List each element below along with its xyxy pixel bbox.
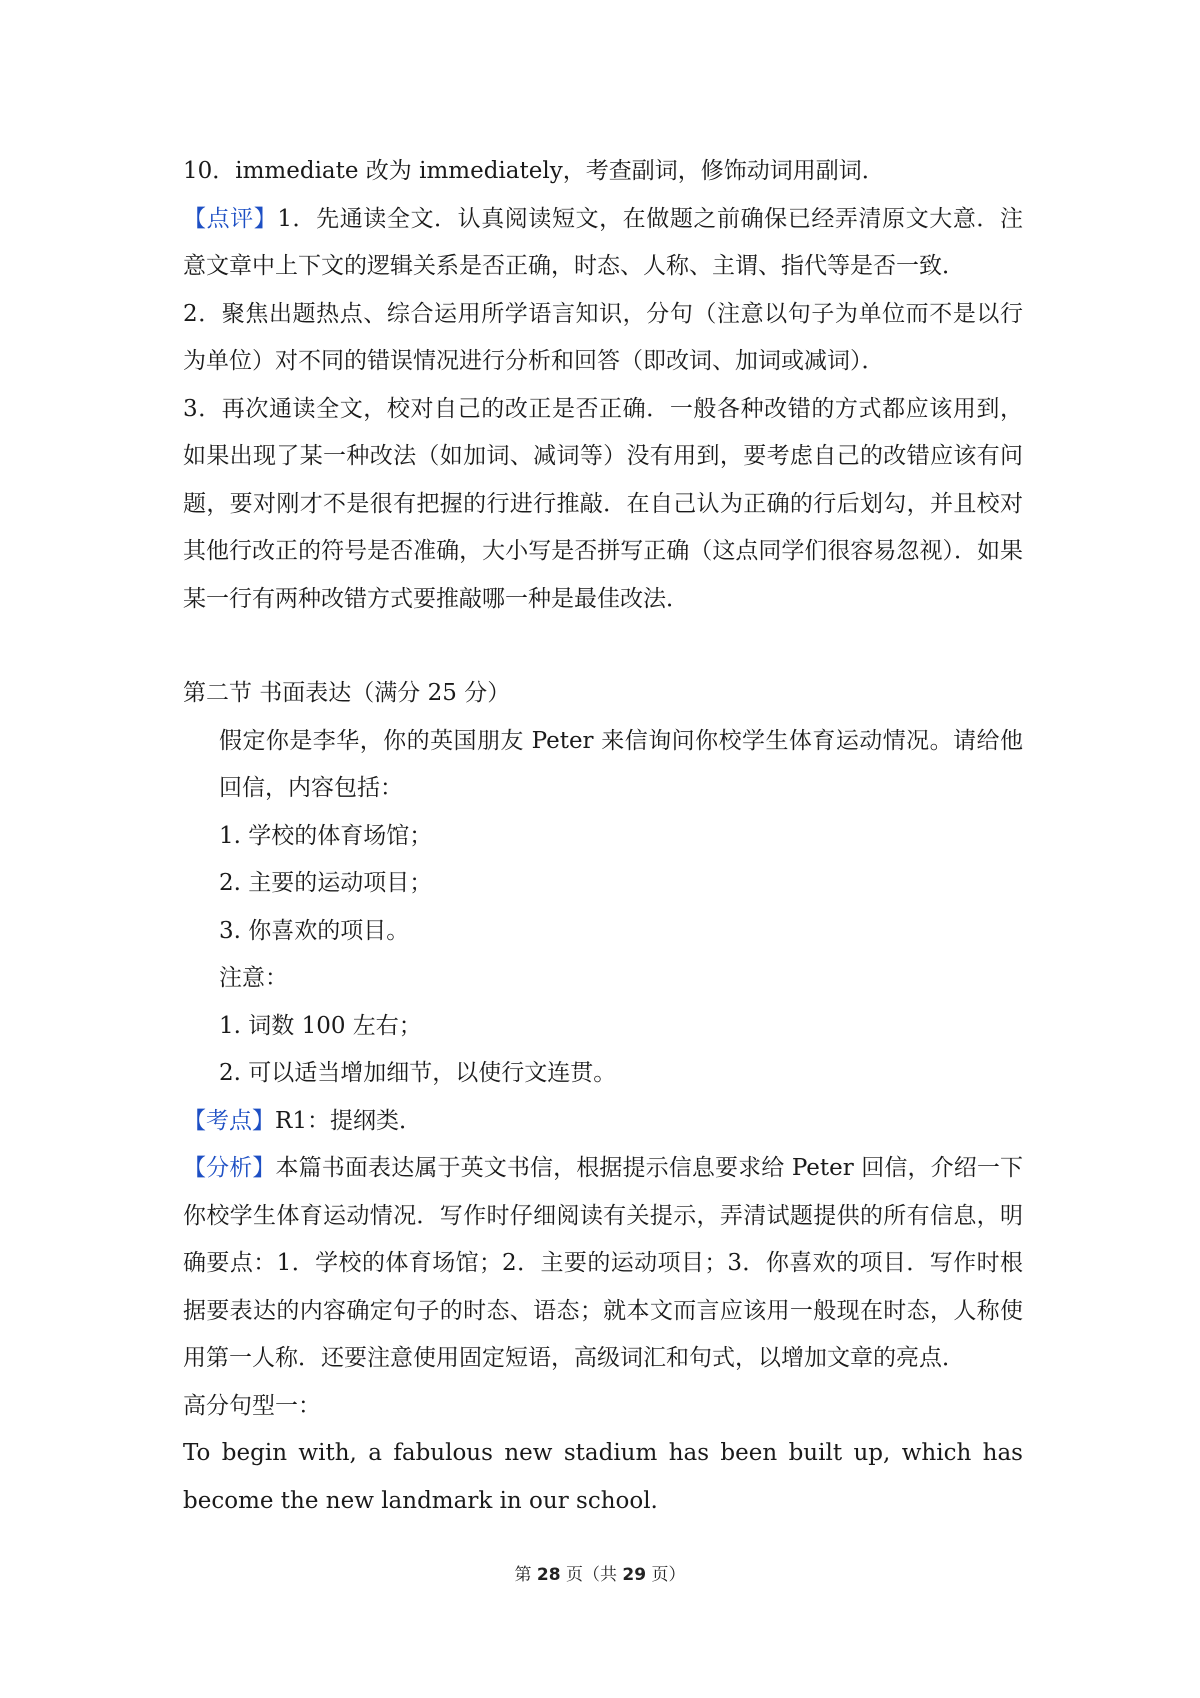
page-content — [183, 148, 1023, 1525]
comment-paragraph-1 — [183, 196, 1023, 291]
kaodian-tag: 【考点】 — [183, 1107, 275, 1134]
footer-prefix: 第 — [514, 1565, 532, 1585]
high-score-sentence: To begin with, a fabulous new stadium has been built up, which has become the new landmark in our school. — [183, 1440, 1023, 1514]
prompt-item-1: 1. 学校的体育场馆； — [219, 822, 433, 849]
fenxi-text: 本篇书面表达属于英文书信，根据提示信息要求给 Peter 回信，介绍一下你校学生体育运动情况．写作时仔细阅读有关提示，弄清试题提供的所有信息，明确要点：1．学校的体育场馆；2．主要的运动项目；3．你喜欢的项目．写作时根据要表达的内容确定句子的时态、语态；就本文而言应该用一般现在时态，人称使用第一人称．还要注意使用固定短语，高级词汇和句式，以增加文章的亮点． — [183, 1155, 1023, 1371]
high-score-title: 高分句型一： — [183, 1392, 321, 1419]
fenxi-tag: 【分析】 — [183, 1155, 276, 1181]
writing-prompt: 假定你是李华，你的英国朋友 Peter 来信询问你校学生体育运动情况。请给他回信，内容包括： — [219, 727, 1023, 801]
section-title: 第二节 书面表达（满分 25 分） — [183, 680, 511, 706]
prompt-item-3: 3. 你喜欢的项目。 — [219, 917, 410, 944]
kaodian-paragraph — [183, 1098, 1023, 1146]
kaodian-text: R1：提纲类． — [275, 1107, 422, 1134]
page-footer — [0, 1560, 1200, 1585]
section-spacer — [183, 623, 1023, 670]
footer-suffix: 页） — [651, 1565, 686, 1585]
comment-text-1: 1．先通读全文．认真阅读短文，在做题之前确保已经弄清原文大意．注意文章中上下文的逻辑关系是否正确，时态、人称、主谓、指代等是否一致． — [183, 205, 1023, 279]
fenxi-paragraph — [183, 1145, 1023, 1383]
comment-tag: 【点评】 — [183, 205, 278, 232]
comment-paragraph-2: 2．聚焦出题热点、综合运用所学语言知识，分句（注意以句子为单位而不是以行为单位）对不同的错误情况进行分析和回答（即改词、加词或减词）． — [183, 300, 1023, 374]
comment-paragraph-3: 3．再次通读全文，校对自己的改正是否正确．一般各种改错的方式都应该用到，如果出现了某一种改法（如加词、减词等）没有用到，要考虑自己的改错应该有问题，要对刚才不是很有把握的行进行推敲．在自己认为正确的行后划勾，并且校对其他行改正的符号是否准确，大小写是否拼写正确（这点同学们很容易忽视）．如果某一行有两种改错方式要推敲哪一种是最佳改法． — [183, 395, 1023, 612]
footer-page-number: 28 — [536, 1565, 561, 1585]
notice-heading: 注意： — [219, 965, 288, 991]
answer-line-10: 10．immediate 改为 immediately，考查副词，修饰动词用副词． — [183, 158, 885, 184]
notice-item-1: 1. 词数 100 左右； — [219, 1012, 422, 1039]
footer-middle: 页（共 — [566, 1565, 617, 1585]
notice-item-2: 2. 可以适当增加细节，以使行文连贯。 — [219, 1060, 617, 1086]
prompt-item-2: 2. 主要的运动项目； — [219, 870, 433, 896]
footer-total-pages: 29 — [622, 1565, 647, 1585]
